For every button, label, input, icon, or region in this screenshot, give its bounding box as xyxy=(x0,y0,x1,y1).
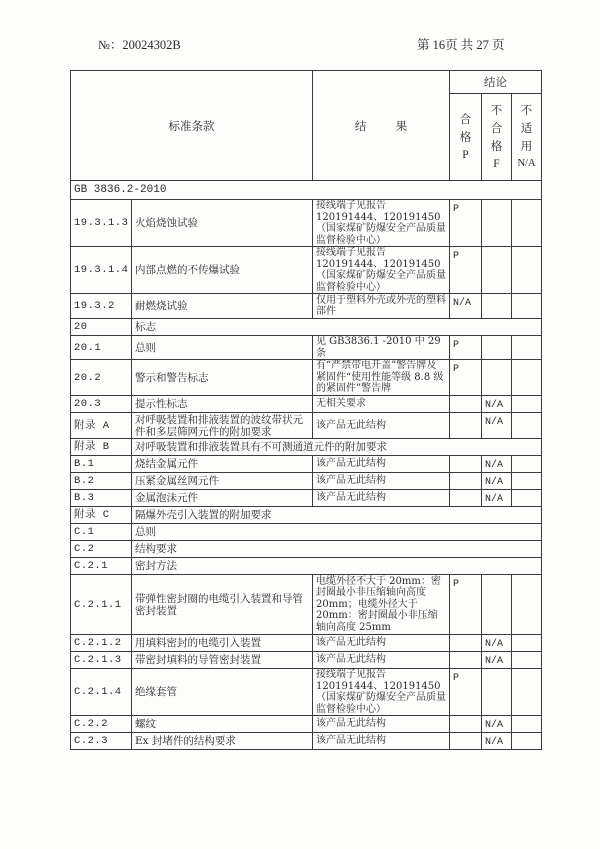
result-text: 该产品无此结构 xyxy=(313,635,450,652)
conclusion-na xyxy=(512,635,542,652)
result-text: 无相关要求 xyxy=(313,396,450,413)
clause-title: 烧结金属元件 xyxy=(132,456,313,473)
conclusion-pass: P xyxy=(450,575,482,635)
clause-title: 绝缘套管 xyxy=(132,669,313,716)
conclusion-na xyxy=(512,575,542,635)
conclusion-pass: P xyxy=(450,669,482,716)
result-text: 仅用于塑料外壳或外壳的塑料部件 xyxy=(313,294,450,319)
clause-number: 19.3.2 xyxy=(71,294,132,319)
result-text: 该产品无此结构 xyxy=(313,733,450,750)
result-text: 该产品无此结构 xyxy=(313,716,450,733)
conclusion-fail: N/A xyxy=(482,652,512,669)
clause-title: 标志 xyxy=(132,319,542,336)
result-text: 接线端子见报告 120191444、120191450（国家煤矿防爆安全产品质量监督检验中心） xyxy=(313,247,450,294)
conclusion-pass xyxy=(450,473,482,490)
clause-number: C.2.1.3 xyxy=(71,652,132,669)
table-row xyxy=(71,490,542,507)
clause-number: 19.3.1.3 xyxy=(71,200,132,247)
conclusion-fail: N/A xyxy=(482,456,512,473)
result-text: 有“严禁带电开盖”警告牌及紧固件“使用性能等级 8.8 级的紧固件”警告牌 xyxy=(313,360,450,396)
result-text: 接线端子见报告 120191444、120191450（国家煤矿防爆安全产品质量监督检验中心） xyxy=(313,669,450,716)
clause-title: 总则 xyxy=(132,524,542,541)
clause-number: 20.3 xyxy=(71,396,132,413)
conclusion-na xyxy=(512,669,542,716)
conclusion-na xyxy=(512,294,542,319)
inspection-table xyxy=(70,70,542,750)
table-row xyxy=(71,558,542,575)
header-clause: 标准条款 xyxy=(71,71,313,181)
clause-title: 警示和警告标志 xyxy=(132,360,313,396)
clause-number: C.2.1.1 xyxy=(71,575,132,635)
clause-number: C.1 xyxy=(71,524,132,541)
clause-title: 内部点燃的不传爆试验 xyxy=(132,247,313,294)
clause-number: 附录 C xyxy=(71,507,132,524)
table-row xyxy=(71,439,542,456)
clause-title: 对呼吸装置和排液装置的波纹带状元件和多层筛网元件的附加要求 xyxy=(132,413,313,439)
clause-title: 耐燃烧试验 xyxy=(132,294,313,319)
clause-number: C.2 xyxy=(71,541,132,558)
table-row xyxy=(71,575,542,635)
conclusion-na xyxy=(512,652,542,669)
conclusion-na xyxy=(512,733,542,750)
table-row xyxy=(71,652,542,669)
conclusion-na xyxy=(512,413,542,439)
conclusion-pass: P xyxy=(450,360,482,396)
clause-title: 结构要求 xyxy=(132,541,542,558)
table-row xyxy=(71,396,542,413)
result-text: 该产品无此结构 xyxy=(313,456,450,473)
conclusion-pass: P xyxy=(450,336,482,360)
clause-number: 19.3.1.4 xyxy=(71,247,132,294)
clause-title: 火焰烧蚀试验 xyxy=(132,200,313,247)
conclusion-na xyxy=(512,456,542,473)
clause-title: 带弹性密封圈的电缆引入装置和导管密封装置 xyxy=(132,575,313,635)
clause-number: C.2.2 xyxy=(71,716,132,733)
result-text: 该产品无此结构 xyxy=(313,652,450,669)
conclusion-fail xyxy=(482,336,512,360)
conclusion-fail: N/A xyxy=(482,716,512,733)
result-text: 见 GB3836.1 -2010 中 29 条 xyxy=(313,336,450,360)
conclusion-pass: P xyxy=(450,247,482,294)
conclusion-fail xyxy=(482,247,512,294)
clause-title: 总则 xyxy=(132,336,313,360)
clause-number: 附录 B xyxy=(71,439,132,456)
table-row xyxy=(71,336,542,360)
conclusion-pass: N/A xyxy=(450,294,482,319)
conclusion-pass xyxy=(450,652,482,669)
header-fail: 不 合 格 F xyxy=(482,94,512,181)
conclusion-pass xyxy=(450,733,482,750)
conclusion-pass xyxy=(450,413,482,439)
standard-label: GB 3836.2-2010 xyxy=(71,181,542,200)
clause-title: Ex 封堵件的结构要求 xyxy=(132,733,313,750)
result-text: 电缆外径不大于 20mm：密封圈最小非压缩轴向高度 20mm；电缆外径大于 20mm：密封圈最小非压缩轴向高度 25mm xyxy=(313,575,450,635)
conclusion-pass xyxy=(450,396,482,413)
conclusion-na xyxy=(512,716,542,733)
conclusion-fail: N/A xyxy=(482,635,512,652)
result-text: 该产品无此结构 xyxy=(313,490,450,507)
conclusion-fail xyxy=(482,294,512,319)
table-row xyxy=(71,524,542,541)
clause-title: 螺纹 xyxy=(132,716,313,733)
conclusion-na xyxy=(512,473,542,490)
clause-number: B.1 xyxy=(71,456,132,473)
table-row xyxy=(71,716,542,733)
clause-number: C.2.1 xyxy=(71,558,132,575)
conclusion-pass xyxy=(450,456,482,473)
conclusion-na xyxy=(512,200,542,247)
conclusion-na xyxy=(512,336,542,360)
table-row xyxy=(71,541,542,558)
conclusion-fail: N/A xyxy=(482,733,512,750)
table-row xyxy=(71,669,542,716)
clause-title: 带密封填料的导管密封装置 xyxy=(132,652,313,669)
conclusion-pass xyxy=(450,490,482,507)
document-number: №：20024302B xyxy=(98,38,181,52)
table-row xyxy=(71,294,542,319)
conclusion-na xyxy=(512,490,542,507)
conclusion-fail: N/A xyxy=(482,413,512,439)
table-row xyxy=(71,473,542,490)
clause-title: 密封方法 xyxy=(132,558,542,575)
conclusion-fail xyxy=(482,360,512,396)
page-indicator: 第 16页 共 27 页 xyxy=(417,38,505,52)
conclusion-fail: N/A xyxy=(482,490,512,507)
conclusion-pass xyxy=(450,716,482,733)
clause-number: 附录 A xyxy=(71,413,132,439)
clause-number: 20.1 xyxy=(71,336,132,360)
table-row xyxy=(71,635,542,652)
header-not-applicable: 不 适 用 N/A xyxy=(512,94,542,181)
conclusion-na xyxy=(512,247,542,294)
table-row xyxy=(71,200,542,247)
header-conclusion: 结论 xyxy=(450,71,542,94)
conclusion-fail xyxy=(482,200,512,247)
conclusion-pass xyxy=(450,635,482,652)
conclusion-fail xyxy=(482,575,512,635)
clause-number: B.2 xyxy=(71,473,132,490)
clause-title: 隔爆外壳引入装置的附加要求 xyxy=(132,507,542,524)
conclusion-na xyxy=(512,360,542,396)
clause-title: 提示性标志 xyxy=(132,396,313,413)
conclusion-fail xyxy=(482,669,512,716)
clause-title: 对呼吸装置和排液装置具有不可测通道元件的附加要求 xyxy=(132,439,542,456)
conclusion-na xyxy=(512,396,542,413)
table-row xyxy=(71,456,542,473)
clause-title: 金属泡沫元件 xyxy=(132,490,313,507)
header-result: 结 果 xyxy=(313,71,450,181)
clause-number: 20.2 xyxy=(71,360,132,396)
clause-number: C.2.3 xyxy=(71,733,132,750)
clause-number: C.2.1.2 xyxy=(71,635,132,652)
table-row xyxy=(71,319,542,336)
result-text: 接线端子见报告 120191444、120191450（国家煤矿防爆安全产品质量监督检验中心） xyxy=(313,200,450,247)
clause-title: 压紧金属丝网元件 xyxy=(132,473,313,490)
conclusion-pass: P xyxy=(450,200,482,247)
table-row xyxy=(71,507,542,524)
table-row xyxy=(71,247,542,294)
header-pass: 合 格 P xyxy=(450,94,482,181)
clause-title: 用填料密封的电缆引入装置 xyxy=(132,635,313,652)
clause-number: C.2.1.4 xyxy=(71,669,132,716)
conclusion-fail: N/A xyxy=(482,473,512,490)
conclusion-fail: N/A xyxy=(482,396,512,413)
table-row xyxy=(71,733,542,750)
table-row xyxy=(71,413,542,439)
clause-number: B.3 xyxy=(71,490,132,507)
clause-number: 20 xyxy=(71,319,132,336)
result-text: 该产品无此结构 xyxy=(313,473,450,490)
result-text: 该产品无此结构 xyxy=(313,413,450,439)
table-row xyxy=(71,360,542,396)
